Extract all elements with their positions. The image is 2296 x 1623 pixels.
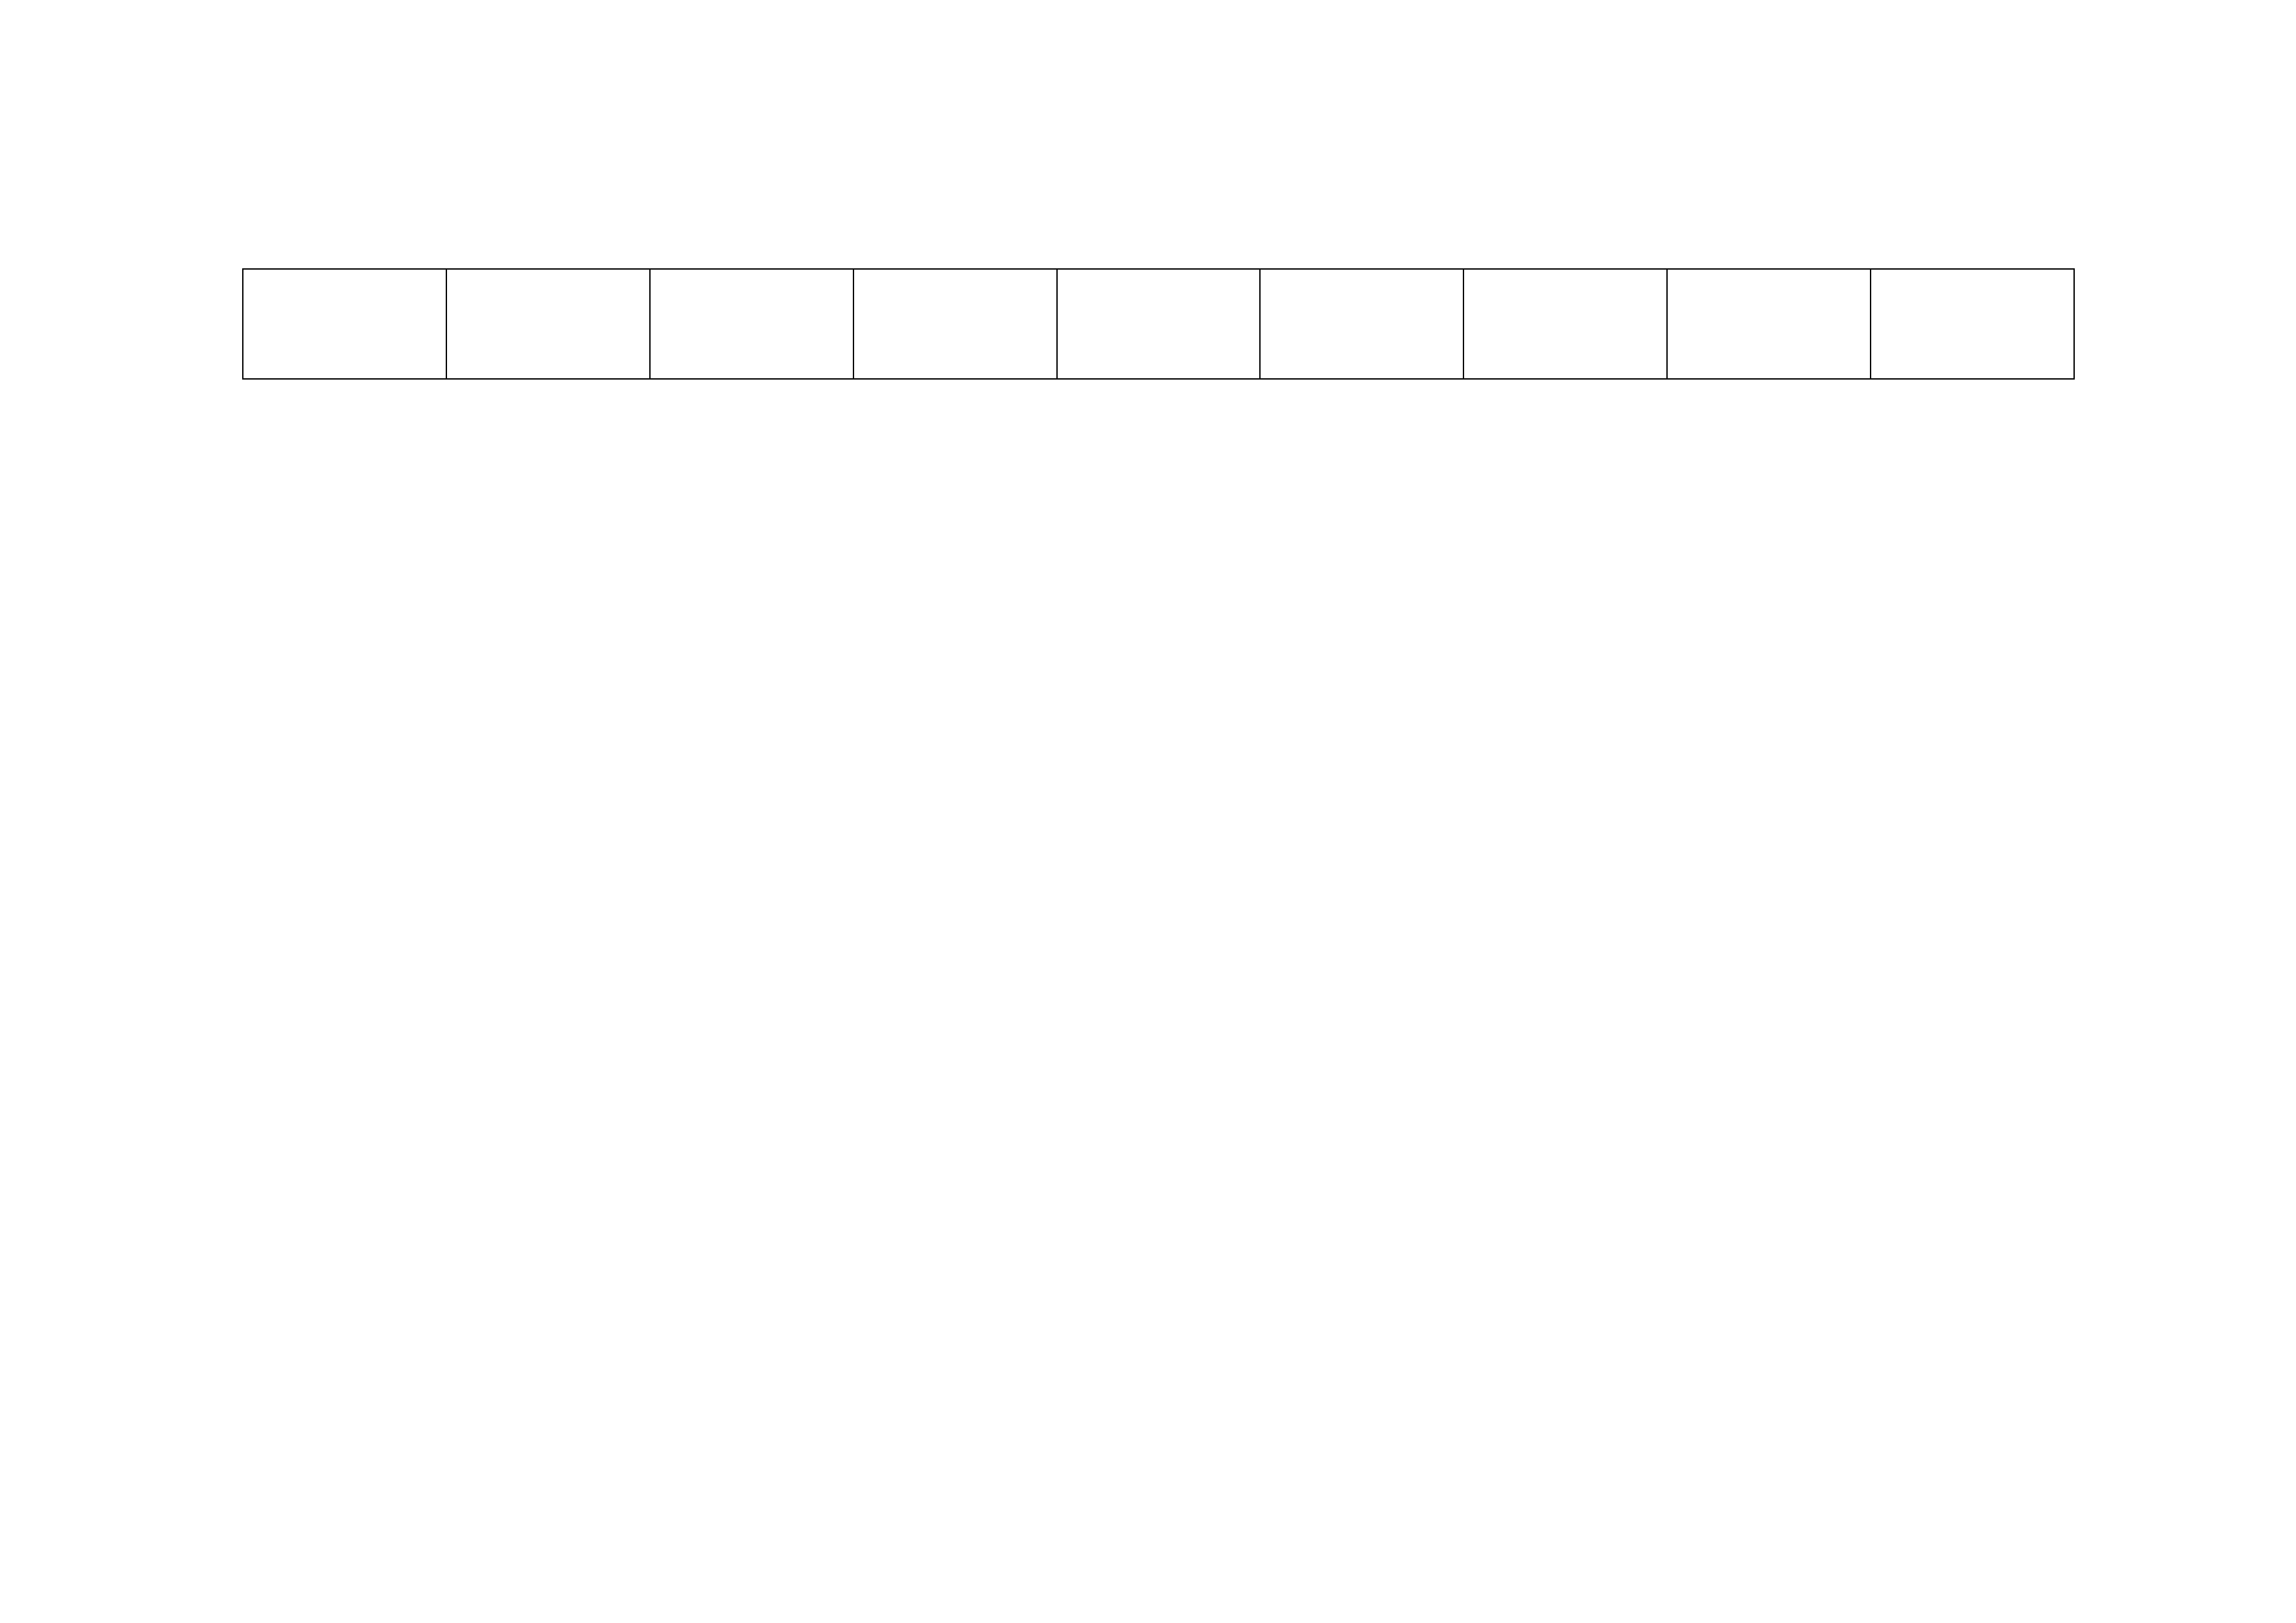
header-row [243, 269, 2074, 379]
header-cell [650, 269, 853, 379]
data-table [242, 268, 2075, 380]
header-cell [853, 269, 1057, 379]
header-cell [1057, 269, 1261, 379]
header-cell [1463, 269, 1667, 379]
header-cell [1871, 269, 2074, 379]
header-cell [243, 269, 446, 379]
header-cell [1260, 269, 1463, 379]
header-cell [1667, 269, 1871, 379]
header-cell [446, 269, 650, 379]
table-header [243, 269, 2074, 379]
